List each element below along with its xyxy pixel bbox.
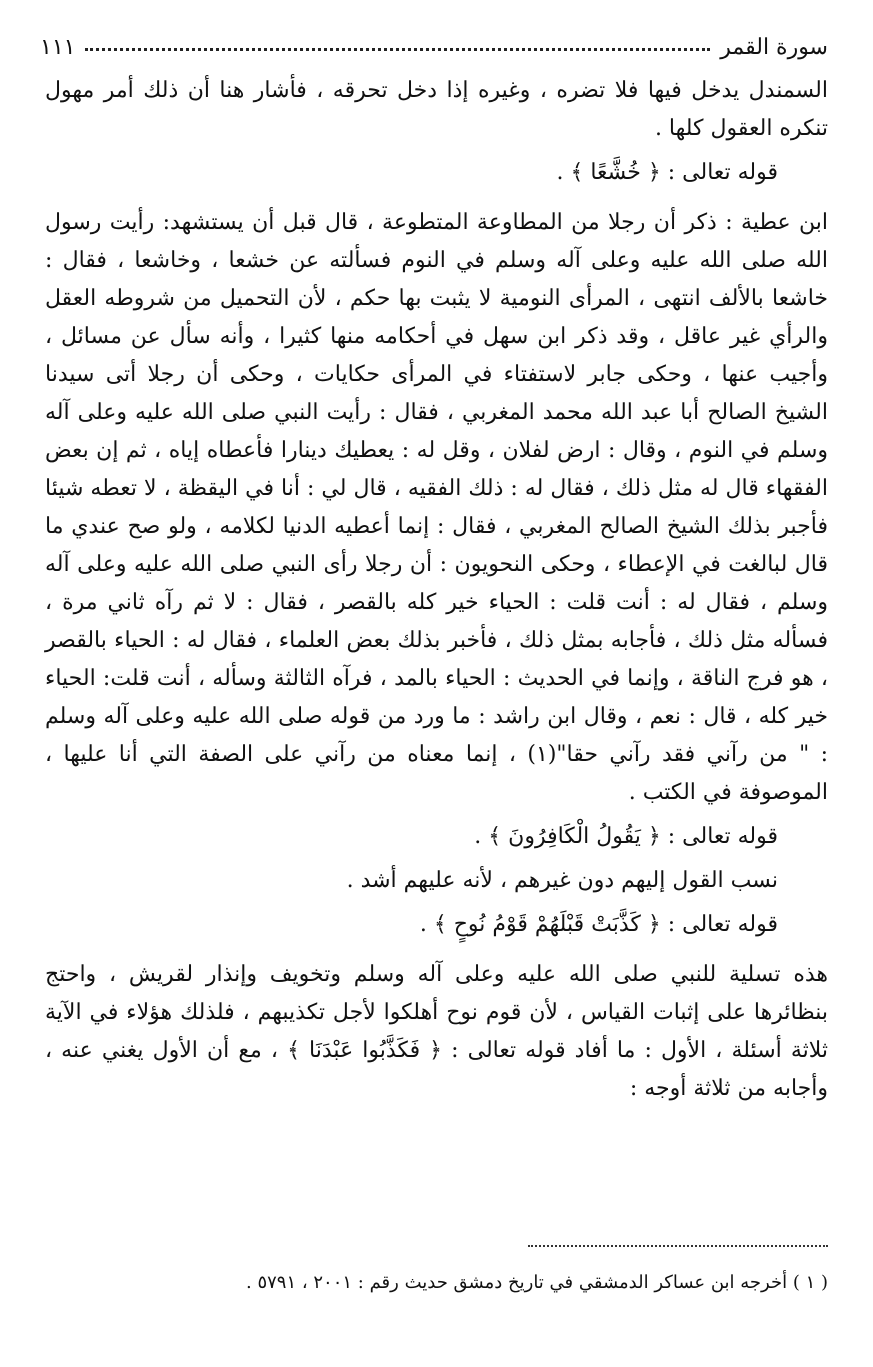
paragraph-ibn-atiyya: ابن عطية : ذكر أن رجلا من المطاوعة المتطوعة ، قال قبل أن يستشهد: رأيت رسول الله صلى الله عليه وعلى آله وسلم في النوم فسألته عن خشعا ، وخاشعا ، فقال : خاشعا بالألف انتهى ، المرأى النومية لا يثبت بها حكم ، لأن التحميل من شروطه العقل والرأي غير عاقل ، وقد ذكر ابن سهل في أحكامه منها كثيرا ، وأنه سأل عن مسائل ، وأجيب عنها ، وحكى جابر لاستفتاء في المرأى حكايات ، وحكى أن رجلا أتى سيدنا الشيخ الصالح أبا عبد الله محمد المغربي ، فقال : رأيت النبي صلى الله عليه وعلى آله وسلم في النوم ، وقال : ارض لفلان ، وقل له : يعطيك دينارا فأعطاه إياه ، ثم إن بعض الفقهاء قال له مثل ذلك ، فقال له : ذلك الفقيه ، قال لي : أنا في اليقظة ، لا تعطه شيئا فأجبر بذلك الشيخ الصالح المغربي ، فقال : إنما أعطيه الدنيا لكلامه ، ولو صح عندي ما قال لبالغت في الإعطاء ، وحكى النحويون : أن رجلا رأى النبي صلى الله عليه وعلى آله وسلم ، فقال له : أنت قلت : الحياء خير كله بالقصر ، فقال : لا ثم رآه ثاني مرة ، فسأله مثل ذلك ، فأجابه بمثل ذلك ، فأخبر بذلك بعض العلماء ، فقال له : الحياء بالقصر ، هو فرج الناقة ، وإنما في الحديث : الحياء بالمد ، فرآه الثالثة وسأله ، أنت قلت: الحياء خير كله ، قال : نعم ، وقال ابن راشد : ما ورد من قوله صلى الله عليه وعلى آله وسلم : " من رآني فقد رآني حقا"(١) ، إنما معناه من رآني على الصفة التي أنا عليها ، الموصوفة في الكتب .: [45, 210, 828, 805]
footnote: ( ١ ) أخرجه ابن عساكر الدمشقي في تاريخ دمشق حديث رقم : ٢٠٠١ ، ٥٧٩١ .: [246, 1272, 828, 1293]
running-header: [40, 30, 828, 64]
paragraph-tasliya: هذه تسلية للنبي صلى الله عليه وعلى آله وسلم وتخويف وإنذار لقريش ، واحتج بنظائرها على إثبات القياس ، لأن قوم نوح أهلكوا لأجل تكذيبهم ، فلذلك هؤلاء في الآية ثلاثة أسئلة ، الأول : ما أفاد قوله تعالى : ﴿ فَكَذَّبُوا عَبْدَنَا ﴾ ، مع أن الأول يغني عنه ، وأجابه من ثلاثة أوجه :: [45, 962, 828, 1101]
verse-heading-kadhdhabat: قوله تعالى : ﴿ كَذَّبَتْ قَبْلَهُمْ قَوْمُ نُوحٍ ﴾ .: [419, 912, 778, 937]
verse-heading-yaqulu: قوله تعالى : ﴿ يَقُولُ الْكَافِرُونَ ﴾ .: [474, 824, 778, 849]
main-text: [45, 72, 828, 1108]
footnote-separator: [528, 1245, 828, 1247]
paragraph-nasaba: نسب القول إليهم دون غيرهم ، لأنه عليهم أشد .: [346, 868, 778, 893]
surah-title: سورة القمر: [720, 34, 828, 60]
paragraph-continuation: السمندل يدخل فيها فلا تضره ، وغيره إذا دخل تحرقه ، فأشار هنا أن ذلك أمر مهول تنكره العقول كلها .: [45, 78, 828, 141]
page-number: ١١١: [40, 34, 76, 60]
header-dotted-leader: [85, 48, 710, 51]
verse-heading-khushshaan: قوله تعالى : ﴿ خُشَّعًا ﴾ .: [556, 160, 778, 185]
